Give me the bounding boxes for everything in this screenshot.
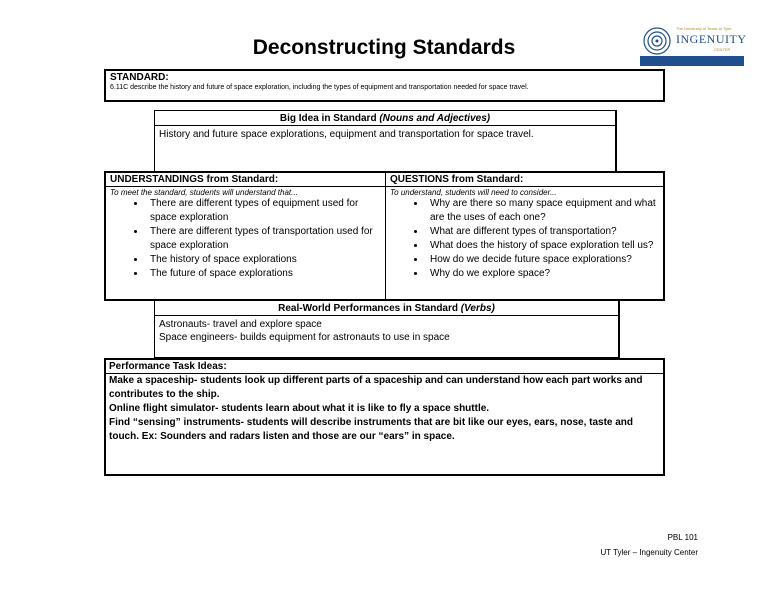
list-item: • Why are there so many space equipment and what are the uses of each one? (426, 197, 663, 225)
big-idea-header-text: Big Idea in Standard (279, 113, 377, 124)
standard-box (104, 69, 665, 102)
questions-sub: To understand, students will need to consider... (390, 188, 557, 197)
understandings-header: UNDERSTANDINGS from Standard: (106, 173, 385, 187)
real-world-header-em: (Verbs) (460, 303, 495, 314)
logo-ingenuity: INGENUITY (676, 32, 747, 46)
real-world-line: Space engineers- builds equipment for astronauts to use in space (159, 332, 450, 343)
spiral-icon (642, 26, 672, 56)
performance-box (104, 358, 665, 476)
standard-text: 6.11C describe the history and future of space exploration, including the types of equipment and transportation needed for space travel. (110, 84, 529, 91)
logo-bar (640, 56, 744, 66)
questions-column (386, 173, 663, 299)
big-idea-text: History and future space explorations, equipment and transportation for space travel. (159, 129, 534, 140)
questions-header: QUESTIONS from Standard: (386, 173, 663, 187)
performance-line: Online flight simulator- students learn about what it is like to fly a space shuttle. (109, 403, 490, 414)
page-title: Deconstructing Standards (252, 36, 516, 59)
footer-org: UT Tyler – Ingenuity Center (600, 548, 698, 557)
list-item: • How do we decide future space explorations? (426, 253, 663, 267)
understandings-sub: To meet the standard, students will understand that... (110, 188, 298, 197)
real-world-header (155, 301, 618, 316)
big-idea-header-em: (Nouns and Adjectives) (379, 113, 491, 124)
performance-header: Performance Task Ideas: (106, 360, 663, 374)
big-idea-box (154, 110, 617, 172)
list-item: • There are different types of transportation used for space exploration (146, 225, 385, 253)
footer-code: PBL 101 (667, 533, 698, 542)
list-item: • What does the history of space exploration tell us? (426, 239, 663, 253)
big-idea-header (155, 111, 615, 126)
performance-body (106, 374, 663, 444)
performance-line: Find “sensing” instruments- students will describe instruments that are bit like our eyes, ears, nose, taste and touch. Ex: Sounders and radars listen and those are our “ears” in space. (109, 417, 634, 442)
list-item: • The future of space explorations (146, 267, 385, 281)
ingenuity-logo (640, 24, 747, 66)
list-item: • Why do we explore space? (426, 267, 663, 281)
real-world-body (155, 316, 618, 346)
understandings-column (106, 173, 386, 299)
understandings-questions-box (104, 171, 665, 301)
list-item: • What are different types of transportation? (426, 225, 663, 239)
real-world-line: Astronauts- travel and explore space (159, 319, 322, 330)
list-item: • There are different types of equipment used for space exploration (146, 197, 385, 225)
list-item: • The history of space explorations (146, 253, 385, 267)
real-world-header-text: Real-World Performances in Standard (278, 303, 458, 314)
understandings-list (106, 197, 385, 281)
logo-university: The University of Texas at Tyler (676, 26, 732, 31)
logo-center: CENTER (714, 47, 731, 52)
questions-list (386, 197, 663, 281)
real-world-box (154, 300, 620, 358)
standard-label: STANDARD: (110, 72, 169, 83)
performance-line: Make a spaceship- students look up different parts of a spaceship and can understand how each part works and contributes to the ship. (109, 375, 643, 400)
